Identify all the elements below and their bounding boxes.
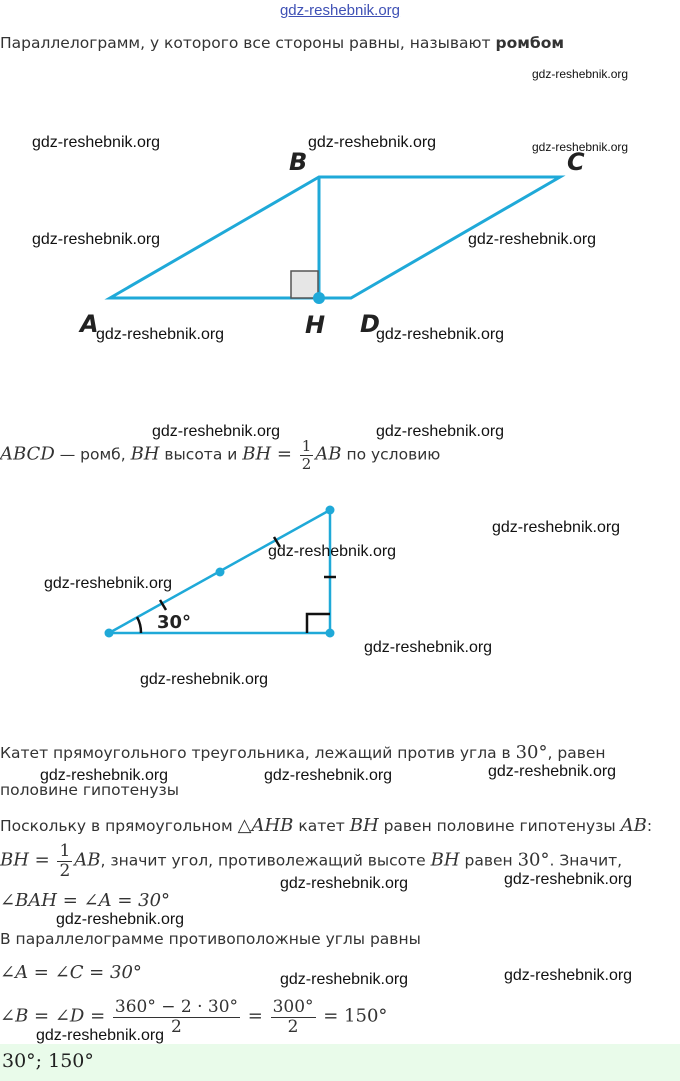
math-abcd: ABCD bbox=[0, 443, 55, 465]
reasoning-text-f: . Значит, bbox=[549, 851, 623, 870]
site-title-link[interactable]: gdz-reshebnik.org bbox=[279, 2, 401, 19]
text-vysota: высота и bbox=[159, 445, 243, 464]
theorem-line-1 bbox=[0, 742, 606, 763]
definition-text: Параллелограмм, у которого все стороны равны, называют bbox=[0, 34, 496, 52]
fraction-300-2 bbox=[271, 998, 316, 1036]
vertex-label-b: B bbox=[289, 148, 308, 176]
math-angle-30: 30° bbox=[517, 849, 550, 871]
fraction-den-3: 2 bbox=[171, 1016, 182, 1037]
watermark: gdz-reshebnik.org bbox=[44, 575, 173, 592]
math-ab-3: AB bbox=[74, 849, 101, 871]
condition-line bbox=[0, 438, 440, 472]
watermark: gdz-reshebnik.org bbox=[32, 134, 161, 151]
reasoning-line-1 bbox=[0, 815, 652, 836]
watermark: gdz-reshebnik.org bbox=[488, 763, 617, 780]
triangle-vertex-top bbox=[326, 506, 335, 515]
watermark: gdz-reshebnik.org bbox=[532, 140, 629, 154]
math-eq-3: = bbox=[242, 1005, 269, 1027]
text-romb: — ромб, bbox=[54, 445, 131, 464]
angle-label-30: 30° bbox=[157, 612, 192, 633]
point-h bbox=[313, 292, 325, 304]
watermark: gdz-reshebnik.org bbox=[36, 1027, 165, 1044]
theorem-text-a: Катет прямоугольного треугольника, лежащий против угла в bbox=[0, 744, 516, 762]
parallelogram-property: В параллелограмме противоположные углы равны bbox=[0, 930, 421, 948]
math-bh-3: BH bbox=[349, 815, 379, 836]
vertex-label-h: H bbox=[305, 311, 326, 339]
fraction-one-half-2 bbox=[57, 842, 72, 880]
right-angle-marker bbox=[291, 271, 318, 298]
vertex-label-d: D bbox=[360, 310, 380, 338]
math-bh-5: BH bbox=[430, 849, 460, 871]
fraction-num: 1 bbox=[301, 437, 312, 455]
theorem-text-b: , равен bbox=[547, 744, 606, 762]
fraction-num-3: 360° − 2 · 30° bbox=[114, 997, 239, 1017]
reasoning-line-3: ∠BAH = ∠A = 30° bbox=[0, 890, 171, 911]
watermark: gdz-reshebnik.org bbox=[96, 326, 225, 343]
equation-angle-a-c: ∠A = ∠C = 30° bbox=[0, 962, 142, 983]
math-bh-4: BH bbox=[0, 849, 29, 871]
watermark: gdz-reshebnik.org bbox=[532, 67, 629, 81]
triangle-vertex-right bbox=[326, 629, 335, 638]
fraction-num-4: 300° bbox=[272, 997, 314, 1017]
angle-arc-30 bbox=[137, 617, 141, 633]
math-result-150: = 150° bbox=[317, 1005, 388, 1027]
watermark: gdz-reshebnik.org bbox=[264, 767, 393, 784]
reasoning-text-a: Поскольку в прямоугольном bbox=[0, 817, 238, 835]
watermark: gdz-reshebnik.org bbox=[504, 871, 633, 888]
watermark: gdz-reshebnik.org bbox=[280, 971, 409, 988]
answer-text: 30°; 150° bbox=[2, 1050, 94, 1072]
math-triangle-ahb: △AHB bbox=[237, 815, 294, 836]
math-bh-2: BH bbox=[242, 443, 272, 465]
answer-box bbox=[0, 1044, 680, 1081]
watermark: gdz-reshebnik.org bbox=[140, 671, 269, 688]
vertex-label-a: A bbox=[80, 310, 99, 338]
triangle-vertex-left bbox=[105, 629, 114, 638]
watermark: gdz-reshebnik.org bbox=[268, 543, 397, 560]
watermark: gdz-reshebnik.org bbox=[492, 519, 621, 536]
theorem-angle: 30° bbox=[515, 742, 548, 763]
watermark: gdz-reshebnik.org bbox=[308, 134, 437, 151]
fraction-one-half bbox=[300, 438, 314, 472]
math-angle-bd: ∠B = ∠D = bbox=[0, 1005, 111, 1027]
math-bh: BH bbox=[130, 443, 160, 465]
math-ab-2: AB bbox=[620, 815, 647, 836]
vertex-label-c: C bbox=[567, 148, 585, 176]
watermark: gdz-reshebnik.org bbox=[152, 423, 281, 440]
reasoning-colon: : bbox=[646, 817, 653, 835]
math-ab: AB bbox=[315, 443, 342, 465]
watermark: gdz-reshebnik.org bbox=[32, 231, 161, 248]
math-eq-2: = bbox=[28, 849, 56, 871]
hypotenuse-midpoint bbox=[216, 568, 225, 577]
watermark: gdz-reshebnik.org bbox=[504, 967, 633, 984]
reasoning-text-c: равен половине гипотенузы bbox=[378, 817, 621, 835]
watermark: gdz-reshebnik.org bbox=[56, 911, 185, 928]
theorem-line-2: половине гипотенузы bbox=[0, 781, 179, 799]
math-eq: = bbox=[271, 443, 298, 465]
reasoning-text-e: равен bbox=[459, 851, 518, 870]
fraction-den-2: 2 bbox=[59, 860, 71, 881]
watermark: gdz-reshebnik.org bbox=[280, 875, 409, 892]
text-po-usloviyu: по условию bbox=[341, 445, 441, 464]
watermark: gdz-reshebnik.org bbox=[40, 767, 169, 784]
watermark: gdz-reshebnik.org bbox=[364, 639, 493, 656]
fraction-den-4: 2 bbox=[287, 1016, 299, 1037]
fraction-den: 2 bbox=[301, 454, 312, 473]
watermark: gdz-reshebnik.org bbox=[376, 326, 505, 343]
reasoning-text-d: , значит угол, противолежащий высоте bbox=[100, 851, 431, 870]
watermark: gdz-reshebnik.org bbox=[376, 423, 505, 440]
definition-term: ромбом bbox=[495, 34, 565, 52]
fraction-num-2: 1 bbox=[59, 841, 71, 861]
watermark: gdz-reshebnik.org bbox=[468, 231, 597, 248]
reasoning-text-b: катет bbox=[293, 817, 350, 835]
